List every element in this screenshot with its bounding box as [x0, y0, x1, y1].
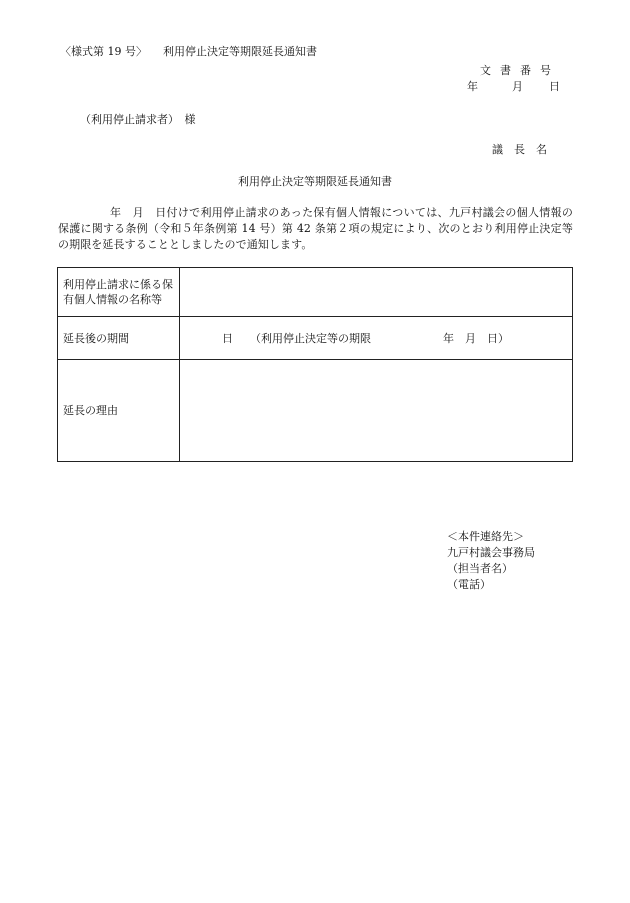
date-month: 月: [512, 80, 523, 93]
period-deadline-date: 年 月 日）: [443, 332, 509, 345]
row-label-extended-period: 延長後の期間: [58, 317, 180, 360]
contact-phone: （電話）: [447, 578, 491, 591]
document-number-label: 文書番号: [480, 64, 560, 77]
period-day: 日: [222, 332, 233, 345]
form-number: 〈様式第 19 号〉: [60, 45, 147, 58]
period-deadline-text: （利用停止決定等の期限: [250, 332, 371, 345]
row-label-info-name: 利用停止請求に係る保有個人情報の名称等: [58, 268, 180, 317]
date-line: [467, 80, 560, 94]
contact-heading: ＜本件連絡先＞: [447, 530, 524, 543]
table-row: [58, 268, 573, 317]
date-year: 年: [467, 80, 478, 93]
row-value-extended-period: [180, 317, 573, 360]
date-day: 日: [549, 80, 560, 93]
document-title: 利用停止決定等期限延長通知書: [238, 175, 392, 188]
row-value-info-name: [180, 268, 573, 317]
chair-name: 議 長 名: [492, 143, 547, 156]
requester-addressee: （利用停止請求者） 様: [80, 113, 196, 126]
form-title-header: 利用停止決定等期限延長通知書: [163, 45, 317, 58]
notice-table: [57, 267, 573, 462]
contact-office: 九戸村議会事務局: [447, 546, 535, 559]
body-paragraph: 年 月 日付けで利用停止請求のあった保有個人情報については、九戸村議会の個人情報の保護に関する条例（令和５年条例第 14 号）第 42 条第２項の規定により、次のとおり利用停止決定等の期限を延長することとしましたので通知します。: [58, 206, 573, 251]
row-label-reason: 延長の理由: [58, 360, 180, 462]
row-value-reason: [180, 360, 573, 462]
contact-person: （担当者名）: [447, 562, 513, 575]
table-row: [58, 360, 573, 462]
